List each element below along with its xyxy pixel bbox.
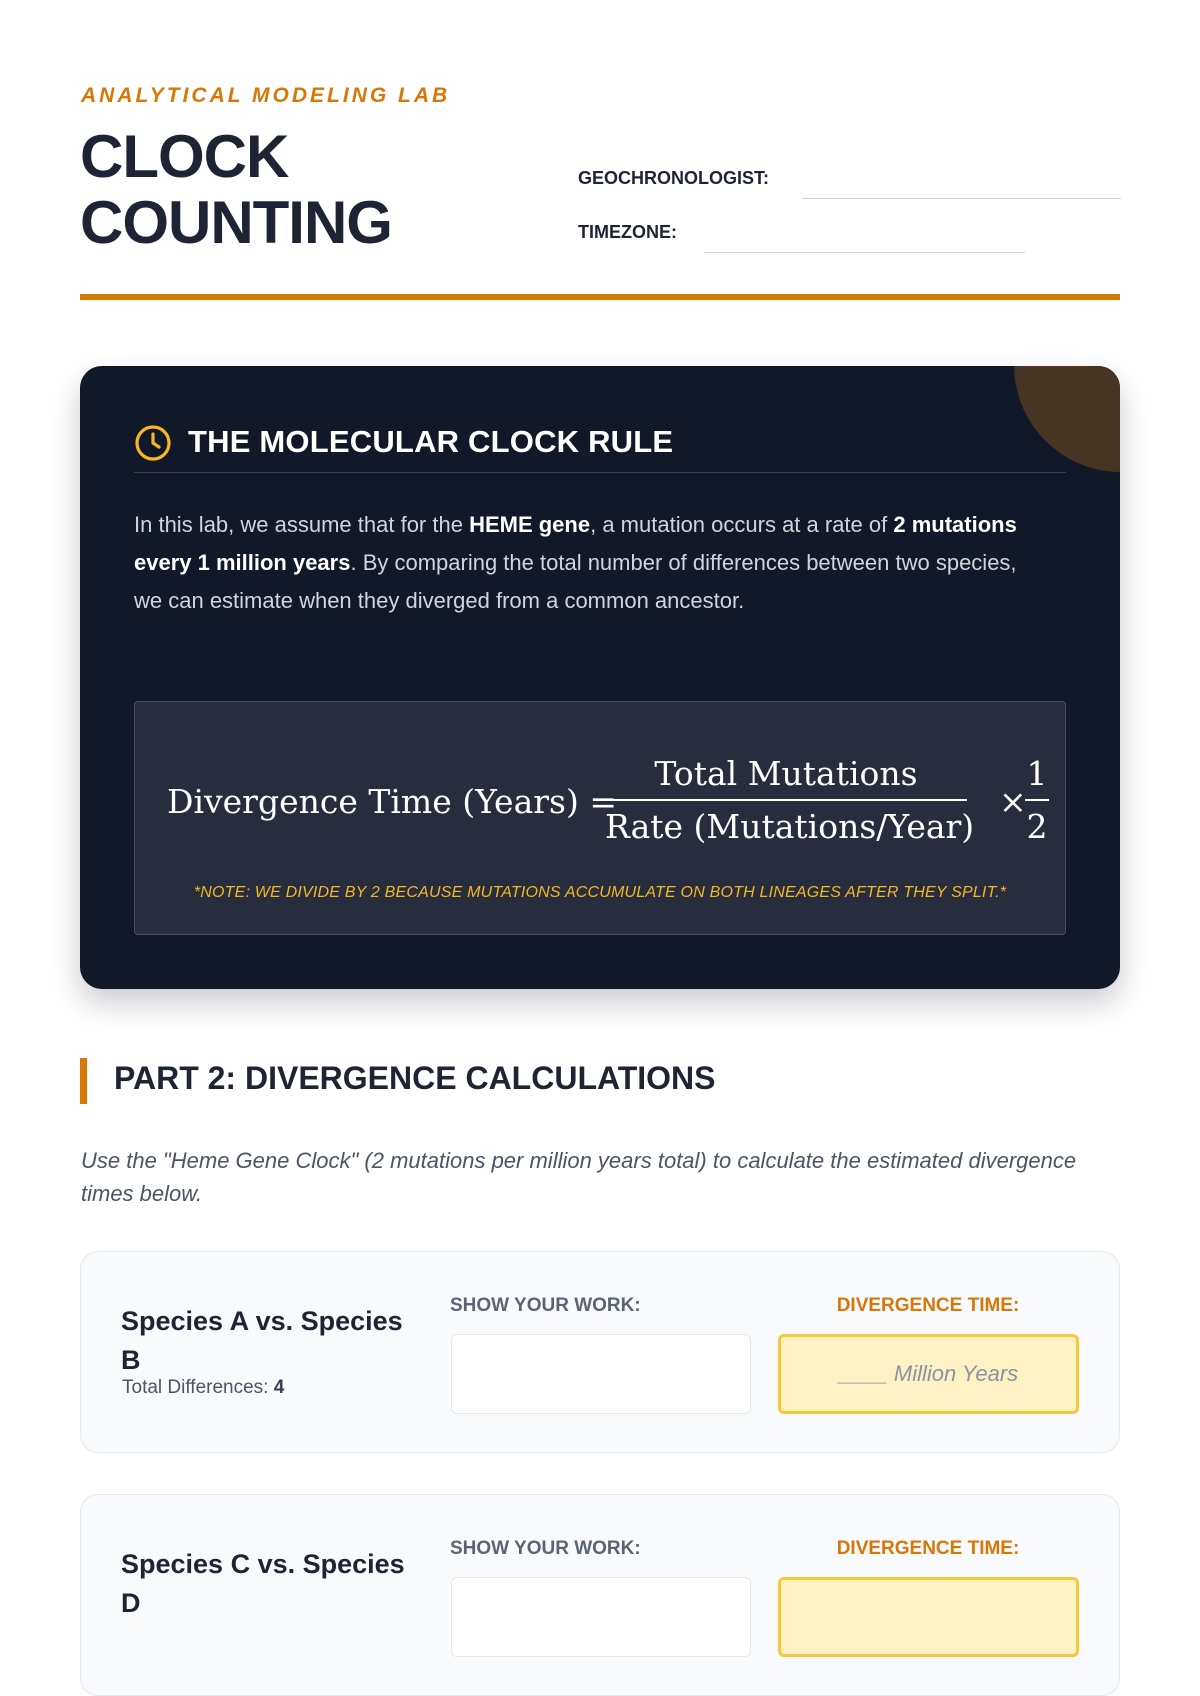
total-differences (122, 1377, 284, 1399)
header-divider (80, 294, 1120, 300)
rule-description (134, 506, 1034, 620)
divergence-time-label: DIVERGENCE TIME: (836, 1538, 1020, 1559)
species-pair-title: Species A vs. Species B (121, 1306, 403, 1375)
formula-denominator: Rate (Mutations/Year) (605, 807, 975, 846)
lab-kicker: ANALYTICAL MODELING LAB (81, 84, 451, 107)
differences-label: Total Differences: (122, 1377, 274, 1398)
clock-icon (134, 424, 172, 462)
geochronologist-field[interactable] (802, 198, 1121, 199)
work-input[interactable] (451, 1577, 751, 1657)
calculation-card (80, 1251, 1120, 1453)
rule-text-part-1: In this lab, we assume that for the (134, 512, 470, 537)
half-denominator: 2 (1026, 807, 1048, 846)
title-line-2: COUNTING (80, 189, 392, 256)
page-title (80, 124, 392, 256)
formula-half-fraction (1025, 754, 1049, 846)
rule-text-part-2: , a mutation occurs at a rate of (590, 512, 894, 537)
times-sign: × (999, 782, 1027, 821)
species-pair-title: Species C vs. Species D (121, 1549, 405, 1618)
gene-name: HEME gene (469, 512, 591, 537)
rule-title: THE MOLECULAR CLOCK RULE (188, 424, 674, 459)
timezone-field[interactable] (704, 252, 1025, 253)
formula-box (134, 701, 1066, 935)
rule-header (134, 424, 1066, 473)
title-line-1: CLOCK (80, 123, 289, 190)
mutation-rate: 2 mutations every 1 million years (134, 512, 1017, 575)
formula-numerator: Total Mutations (654, 754, 918, 793)
work-label: SHOW YOUR WORK: (450, 1538, 641, 1559)
half-numerator: 1 (1026, 754, 1048, 793)
part2-instructions: Use the "Heme Gene Clock" (2 mutations per million years total) to calculate the estimated divergence times below. (81, 1148, 1077, 1206)
work-label: SHOW YOUR WORK: (450, 1295, 641, 1316)
formula-main-fraction (605, 754, 975, 846)
divergence-time-label: DIVERGENCE TIME: (836, 1295, 1020, 1316)
molecular-clock-rule-card (80, 366, 1120, 989)
formula-lhs: Divergence Time (Years) = (167, 782, 617, 821)
geochronologist-label: GEOCHRONOLOGIST: (578, 168, 770, 188)
divergence-formula (167, 754, 1066, 854)
part2-title: PART 2: DIVERGENCE CALCULATIONS (114, 1060, 716, 1096)
divergence-time-input[interactable] (778, 1577, 1079, 1657)
calculation-card (80, 1494, 1120, 1696)
section-accent-bar (80, 1058, 87, 1104)
formula-note: *NOTE: WE DIVIDE BY 2 BECAUSE MUTATIONS ACCUMULATE ON BOTH LINEAGES AFTER THEY SPLIT.* (193, 884, 1007, 901)
work-input[interactable] (451, 1334, 751, 1414)
divergence-time-input[interactable]: ____ Million Years (778, 1334, 1079, 1414)
differences-value: 4 (273, 1377, 285, 1398)
timezone-label: TIMEZONE: (578, 222, 677, 242)
rule-text-part-3: . By comparing the total number of differences between two species, we can estimate when they diverged from a common ancestor. (134, 550, 1017, 613)
